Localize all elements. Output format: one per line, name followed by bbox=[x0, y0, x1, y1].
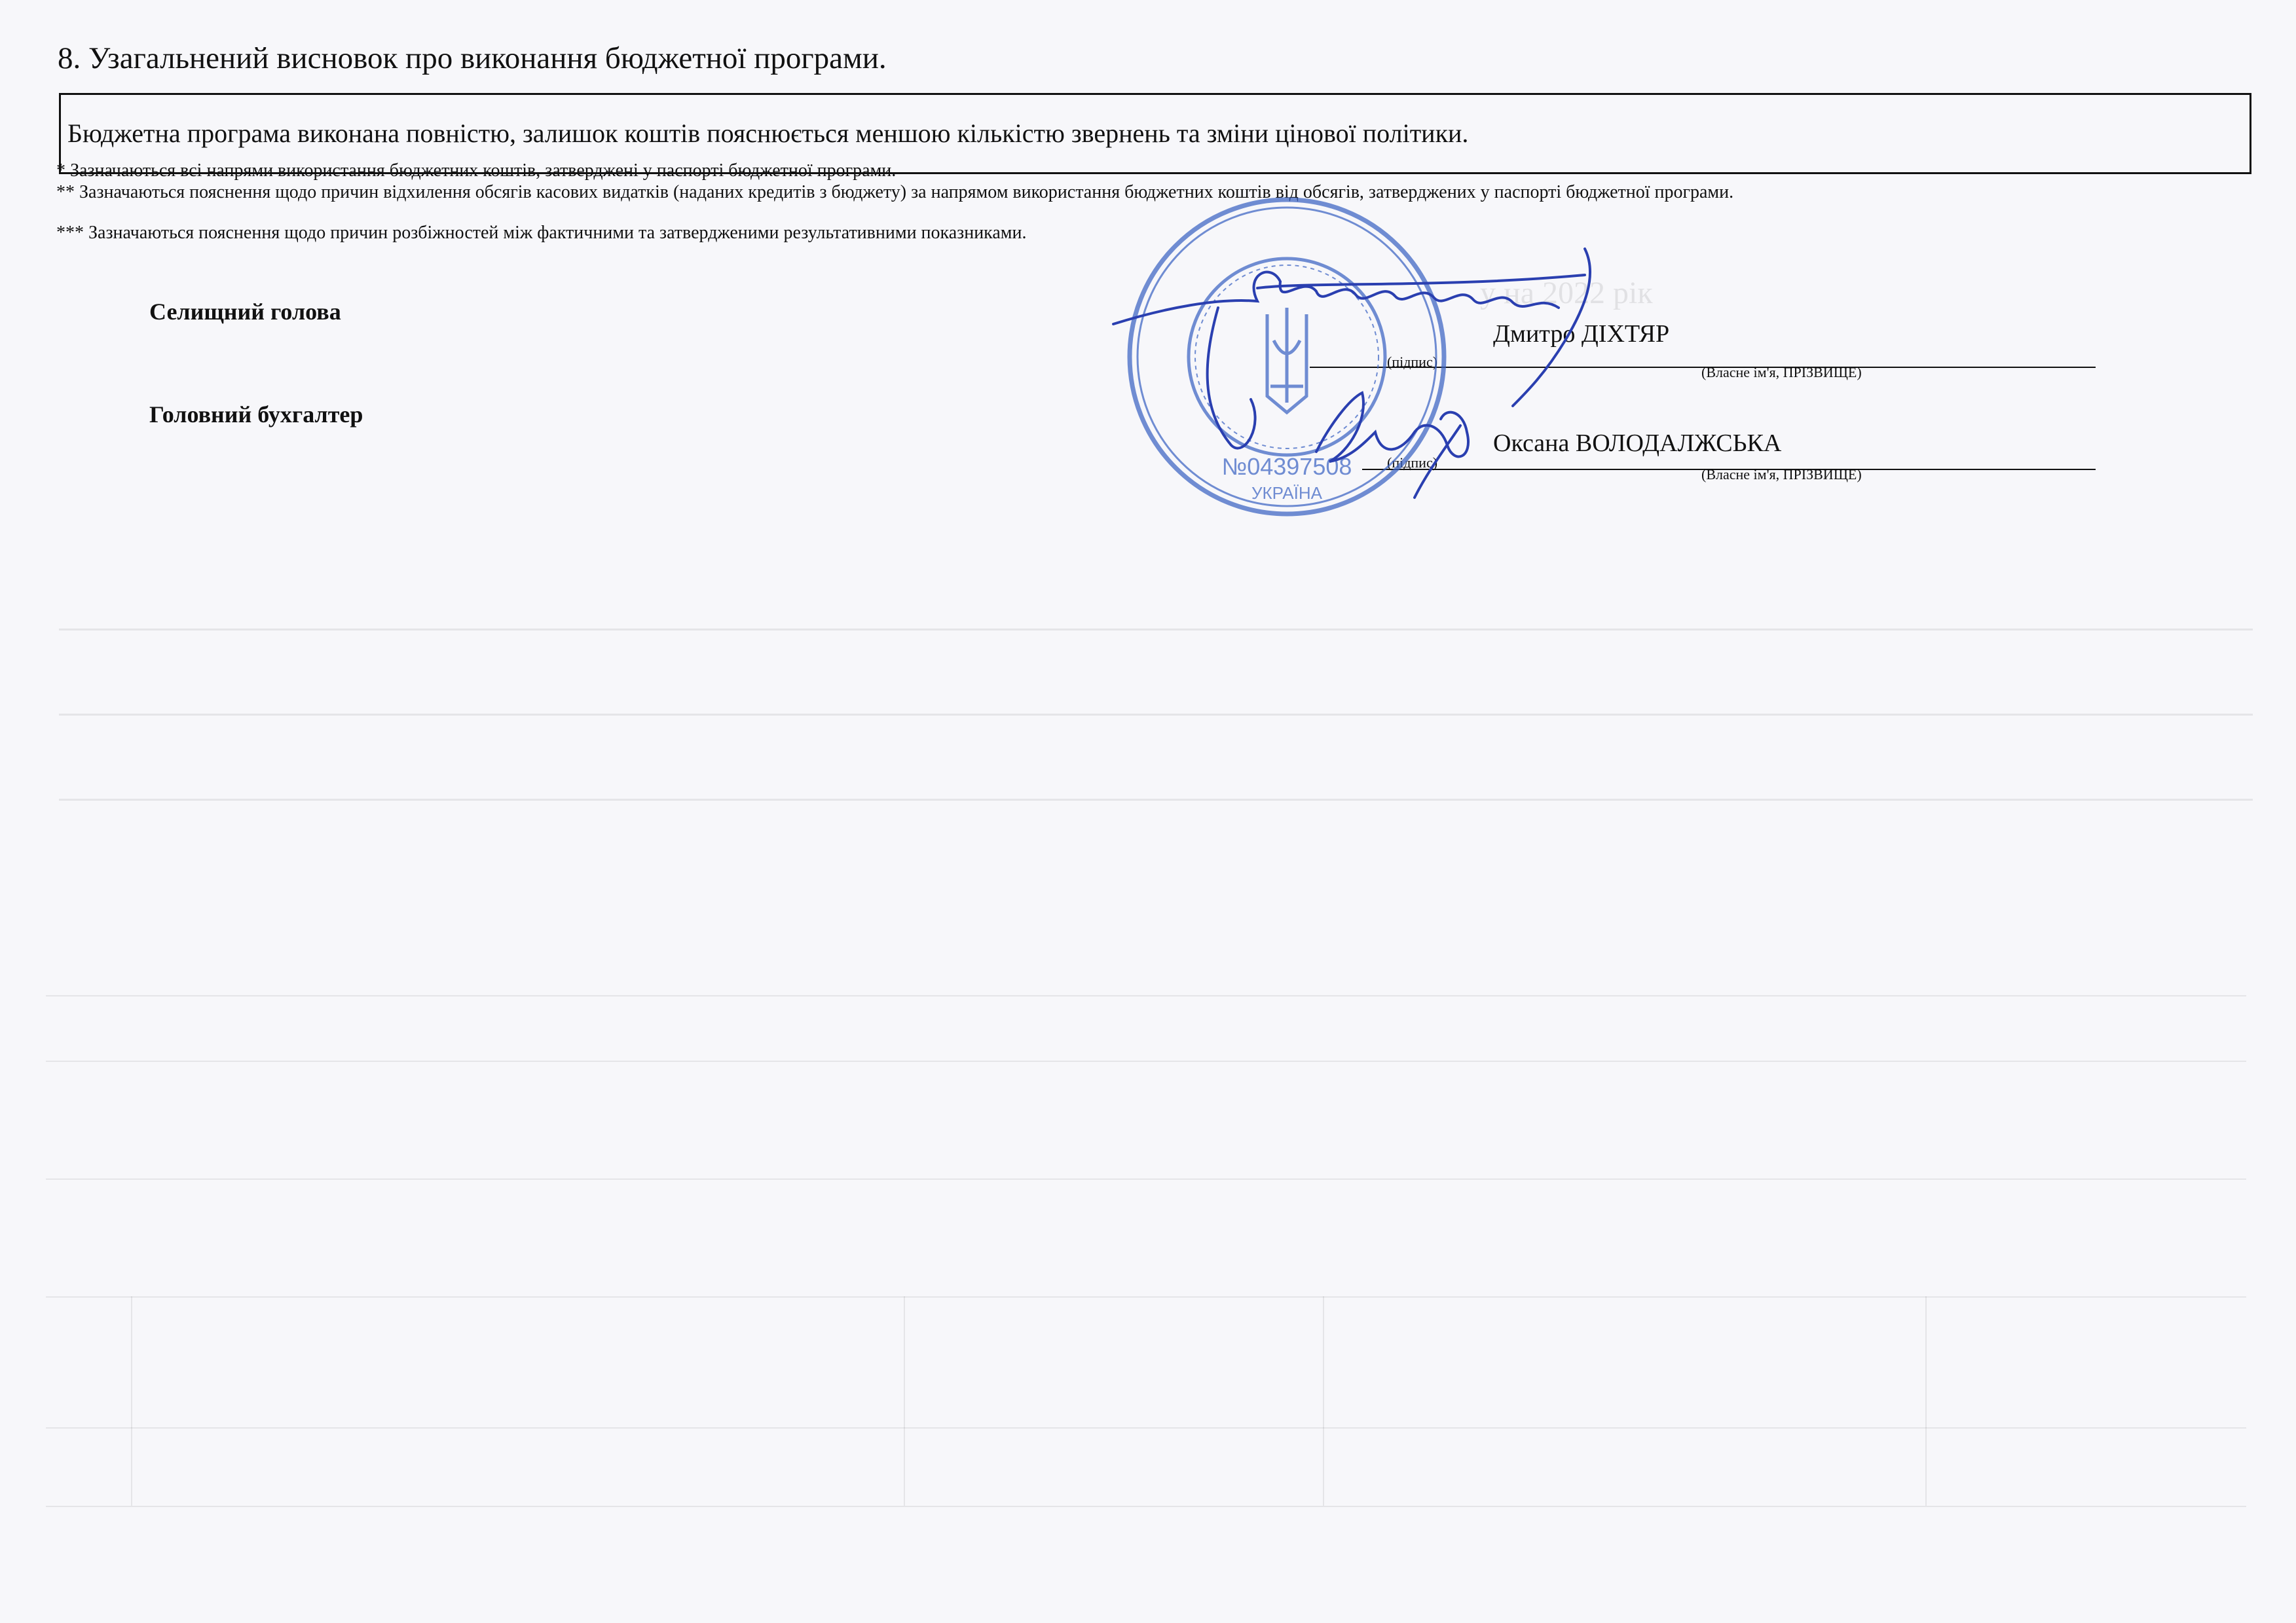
trident-emblem bbox=[1267, 308, 1306, 412]
role-village-head: Селищний голова bbox=[149, 299, 341, 325]
footnote-3: *** Зазначаються пояснення щодо причин розбіжностей між фактичними та затвердженими результативними показниками. bbox=[56, 223, 1027, 243]
signatory-name-head: Дмитро ДІХТЯР bbox=[1493, 320, 1670, 348]
conclusion-text: Бюджетна програма виконана повністю, залишок коштів пояснюється меншою кількістю звернень та зміни цінової політики. bbox=[67, 119, 1469, 148]
signatory-name-accountant: Оксана ВОЛОДАЛЖСЬКА bbox=[1493, 429, 1782, 457]
stamp-country-text: УКРАЇНА bbox=[1251, 483, 1322, 503]
stamp-code-text: №04397508 bbox=[1221, 453, 1352, 480]
name-caption: (Власне ім'я, ПРІЗВИЩЕ) bbox=[1701, 364, 1862, 380]
footnote-1: * Зазначаються всі напрями використання бюджетних коштів, затверджені у паспорті бюджетної програми. bbox=[56, 160, 897, 181]
section-title: 8. Узагальнений висновок про виконання бюджетної програми. bbox=[58, 41, 887, 75]
footnote-2: ** Зазначаються пояснення щодо причин відхилення обсягів касових видатків (наданих кредитів з бюджету) за напрямом використання бюджетних коштів від обсягів, затверджених у паспорті бюджетної програми. bbox=[56, 182, 1734, 202]
bleed-year-text: у на 2022 рік bbox=[1480, 276, 1653, 310]
signature-head bbox=[1113, 249, 1590, 448]
signature-caption: (підпис) bbox=[1387, 454, 1438, 471]
signature-caption: (підпис) bbox=[1387, 354, 1438, 370]
role-chief-accountant: Головний бухгалтер bbox=[149, 401, 363, 428]
name-caption: (Власне ім'я, ПРІЗВИЩЕ) bbox=[1701, 466, 1862, 483]
official-seal bbox=[1130, 200, 1444, 514]
signature-accountant bbox=[1316, 393, 1468, 498]
